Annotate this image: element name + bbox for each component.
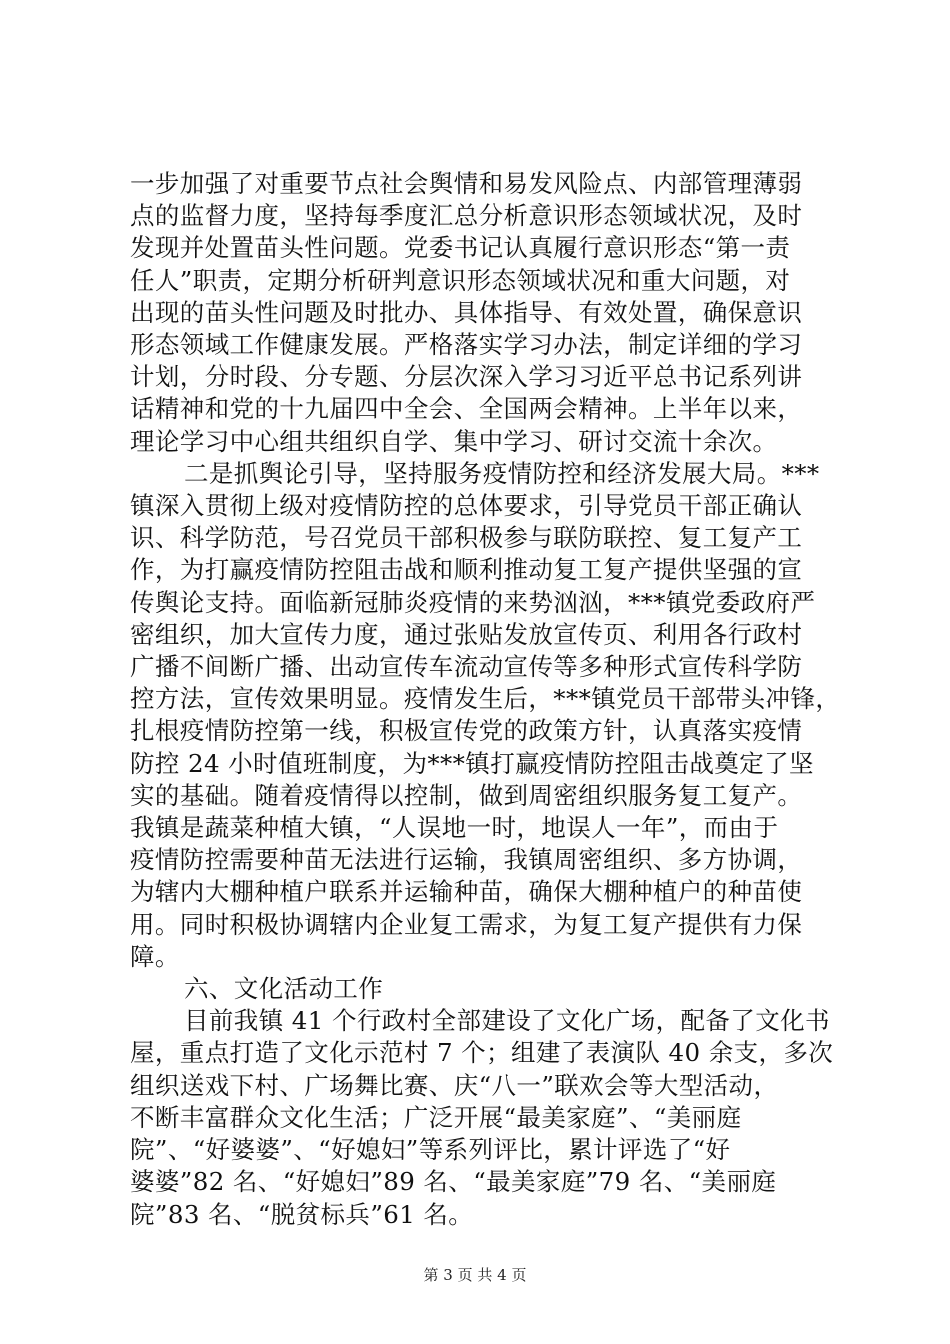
text-line: 计划，分时段、分专题、分层次深入学习习近平总书记系列讲 xyxy=(130,362,803,392)
text-line: 话精神和党的十九届四中全会、全国两会精神。上半年以来， xyxy=(130,394,803,424)
text-line: 镇深入贯彻上级对疫情防控的总体要求，引导党员干部正确认 xyxy=(130,491,803,521)
text-line: 点的监督力度，坚持每季度汇总分析意识形态领域状况，及时 xyxy=(130,201,803,231)
text-line: 我镇是蔬菜种植大镇，“人误地一时，地误人一年”，而由于 xyxy=(130,813,779,843)
text-line: 实的基础。随着疫情得以控制，做到周密组织服务复工复产。 xyxy=(130,780,803,810)
text-line: 院”83 名、“脱贫标兵”61 名。 xyxy=(130,1199,474,1229)
text-line: 院”、“好婆婆”、“好媳妇”等系列评比，累计评选了“好 xyxy=(130,1135,731,1165)
text-line: 用。同时积极协调辖内企业复工需求，为复工复产提供有力保 xyxy=(130,909,803,939)
page-footer: 第 3 页 共 4 页 xyxy=(423,1266,527,1284)
text-line: 理论学习中心组共组织自学、集中学习、研讨交流十余次。 xyxy=(130,426,778,456)
text-line: 任人”职责，定期分析研判意识形态领域状况和重大问题，对 xyxy=(130,265,791,295)
text-line: 广播不间断广播、出动宣传车流动宣传等多种形式宣传科学防 xyxy=(130,652,803,682)
document-body xyxy=(130,168,841,1231)
text-line: 障。 xyxy=(130,941,180,971)
text-line: 识、科学防范，号召党员干部积极参与联防联控、复工复产工 xyxy=(130,523,803,553)
text-line: 形态领域工作健康发展。严格落实学习办法，制定详细的学习 xyxy=(130,330,803,360)
text-line: 目前我镇 41 个行政村全部建设了文化广场，配备了文化书 xyxy=(184,1006,830,1036)
text-line: 婆婆”82 名、“好媳妇”89 名、“最美家庭”79 名、“美丽庭 xyxy=(130,1167,777,1197)
text-line: 屋，重点打造了文化示范村 7 个；组建了表演队 40 余支，多次 xyxy=(130,1038,834,1068)
text-line: 组织送戏下村、广场舞比赛、庆“八一”联欢会等大型活动， xyxy=(130,1070,779,1100)
text-line: 防控 24 小时值班制度，为***镇打赢疫情防控阻击战奠定了坚 xyxy=(130,748,814,778)
text-line: 扎根疫情防控第一线，积极宣传党的政策方针，认真落实疫情 xyxy=(130,716,803,746)
text-line: 一步加强了对重要节点社会舆情和易发风险点、内部管理薄弱 xyxy=(130,169,803,198)
text-line: 二是抓舆论引导，坚持服务疫情防控和经济发展大局。*** xyxy=(184,458,820,488)
text-line: 发现并处置苗头性问题。党委书记认真履行意识形态“第一责 xyxy=(130,233,791,263)
text-line: 密组织，加大宣传力度，通过张贴发放宣传页、利用各行政村 xyxy=(130,619,803,649)
text-line: 六、文化活动工作 xyxy=(184,974,384,1004)
text-line: 作，为打赢疫情防控阻击战和顺利推动复工复产提供坚强的宣 xyxy=(130,555,803,585)
text-line: 出现的苗头性问题及时批办、具体指导、有效处置，确保意识 xyxy=(130,297,803,327)
text-line: 控方法，宣传效果明显。疫情发生后，***镇党员干部带头冲锋， xyxy=(130,684,841,714)
text-line: 为辖内大棚种植户联系并运输种苗，确保大棚种植户的种苗使 xyxy=(130,877,803,907)
text-line: 疫情防控需要种苗无法进行运输，我镇周密组织、多方协调， xyxy=(130,845,803,875)
text-line: 传舆论支持。面临新冠肺炎疫情的来势汹汹，***镇党委政府严 xyxy=(130,587,816,617)
text-line: 不断丰富群众文化生活；广泛开展“最美家庭”、“美丽庭 xyxy=(130,1102,742,1132)
